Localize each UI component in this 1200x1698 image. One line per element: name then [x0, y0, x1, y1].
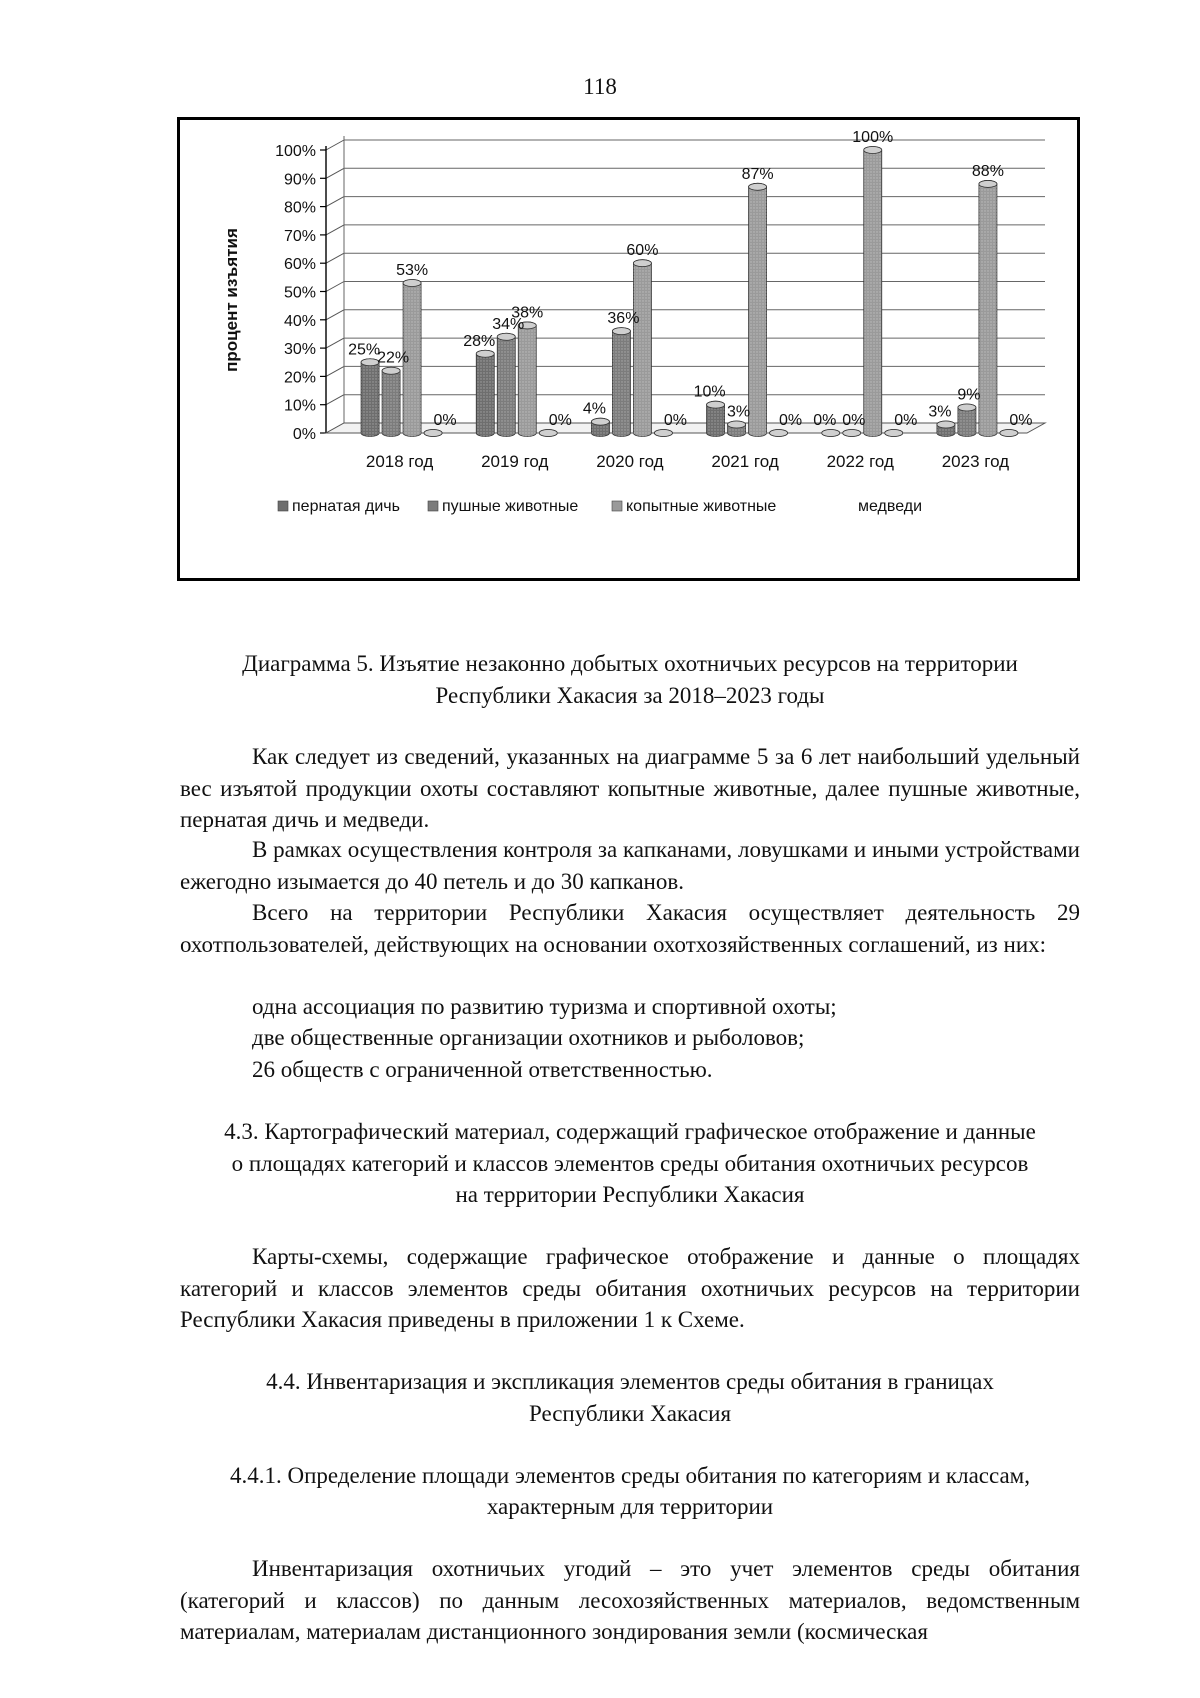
paragraph-1: Как следует из сведений, указанных на диаграмме 5 за 6 лет наибольший удельный вес изъятой продукции охоты составляют копытные животные, далее пушные животные, пернатая дичь и медведи. — [180, 744, 1080, 832]
bar-top — [770, 430, 788, 437]
section-4-3-heading-line-2: о площадях категорий и классов элементов среды обитания охотничьих ресурсов — [231, 1151, 1029, 1176]
bar-texture — [749, 183, 767, 436]
y-tick-label: 30% — [283, 341, 316, 359]
paragraph-4: Карты-схемы, содержащие графическое отображение и данные о площадях категорий и классов элементов среды обитания охотничьих ресурсов на территории Республики Хакасия приведены в приложении 1 к Схеме. — [180, 1244, 1080, 1332]
bar-texture — [497, 333, 515, 436]
gridline — [326, 395, 344, 405]
data-label: 3% — [727, 403, 751, 421]
y-tick-label: 60% — [283, 256, 316, 274]
bar-top — [633, 260, 651, 267]
bar-texture — [382, 367, 400, 436]
data-label: 25% — [348, 341, 381, 359]
legend-entry: пушные животные — [442, 498, 579, 515]
gridline — [326, 366, 344, 376]
gridline — [326, 310, 344, 320]
bar-top — [822, 430, 840, 437]
data-label: 53% — [396, 262, 429, 280]
data-label: 28% — [463, 332, 496, 350]
gridline — [326, 282, 344, 292]
list-item: 26 обществ с ограниченной ответственностью. — [252, 1057, 713, 1082]
bar-top — [382, 367, 400, 374]
chart-caption-line-2: Республики Хакасия за 2018–2023 годы — [435, 683, 825, 708]
bar-top — [1000, 430, 1018, 437]
paragraph-2: В рамках осуществления контроля за капканами, ловушками и иными устройствами ежегодно изымается до 40 петель и до 30 капканов. — [180, 837, 1080, 894]
bar-texture — [864, 147, 882, 437]
bar-top — [591, 418, 609, 425]
bar-top — [885, 430, 903, 437]
bar-top — [958, 404, 976, 411]
bar-top — [979, 180, 997, 187]
x-tick-label: 2022 год — [826, 452, 894, 471]
chart-frame — [177, 117, 1080, 581]
y-tick-label: 90% — [283, 171, 316, 189]
data-label: 22% — [377, 349, 410, 367]
data-label: 0% — [1009, 412, 1033, 429]
section-4-4-heading-line-2: Республики Хакасия — [528, 1401, 732, 1426]
data-label: 0% — [663, 412, 687, 429]
y-tick-label: 100% — [275, 143, 316, 160]
data-label: 87% — [741, 165, 774, 183]
bar-top — [424, 430, 442, 437]
legend-swatch — [428, 501, 438, 511]
data-label: 38% — [511, 304, 544, 322]
data-label: 88% — [971, 162, 1004, 180]
data-label: 0% — [433, 412, 457, 429]
legend-entry: медведи — [858, 498, 923, 515]
bar-top — [843, 430, 861, 437]
data-label: 3% — [928, 403, 952, 421]
y-tick-label: 70% — [283, 227, 316, 245]
data-label: 0% — [779, 412, 803, 429]
data-label: 34% — [492, 315, 525, 333]
data-label: 100% — [852, 129, 894, 146]
y-tick-label: 0% — [292, 426, 316, 443]
x-tick-label: 2021 год — [711, 452, 779, 471]
data-label: 0% — [813, 412, 837, 429]
data-label: 36% — [607, 310, 640, 328]
bar-texture — [476, 350, 494, 436]
data-label: 60% — [626, 242, 659, 260]
bar-texture — [518, 322, 536, 437]
section-4-4-1-heading-line-1: 4.4.1. Определение площади элементов среды обитания по категориям и классам, — [230, 1463, 1030, 1488]
list-item: две общественные организации охотников и рыболовов; — [252, 1025, 805, 1050]
data-label: 9% — [957, 386, 981, 404]
gridline — [326, 197, 344, 207]
y-tick-label: 20% — [283, 369, 316, 387]
bar-top — [497, 333, 515, 340]
data-label: 0% — [842, 412, 866, 429]
list-item: одна ассоциация по развитию туризма и спортивной охоты; — [252, 994, 837, 1019]
bar-texture — [979, 180, 997, 436]
x-tick-label: 2020 год — [596, 452, 664, 471]
bar-texture — [633, 260, 651, 437]
bar-top — [476, 350, 494, 357]
gridline — [326, 253, 344, 263]
y-tick-label: 40% — [283, 312, 316, 330]
bar-top — [654, 430, 672, 437]
paragraph-3: Всего на территории Республики Хакасия осуществляет деятельность 29 охотпользователей, действующих на основании охотхозяйственных соглашений, из них: — [180, 900, 1080, 957]
bar-chart — [180, 120, 1077, 578]
bar-top — [728, 421, 746, 428]
bar-top — [539, 430, 557, 437]
x-tick-label: 2019 год — [481, 452, 549, 471]
bar-texture — [361, 359, 379, 437]
data-label: 0% — [548, 412, 572, 429]
gridline — [326, 338, 344, 348]
section-4-4-1-heading-line-2: характерным для территории — [486, 1494, 774, 1519]
legend-swatch — [278, 501, 288, 511]
y-tick-label: 50% — [283, 284, 316, 302]
bar-top — [707, 401, 725, 408]
section-4-3-heading-line-3: на территории Республики Хакасия — [455, 1182, 805, 1207]
gridline — [326, 225, 344, 235]
bar-top — [403, 280, 421, 287]
x-tick-label: 2023 год — [941, 452, 1010, 471]
gridline — [326, 140, 344, 150]
chart-caption-line-1: Диаграмма 5. Изъятие незаконно добытых охотничьих ресурсов на территории — [242, 651, 1018, 676]
x-tick-label: 2018 год — [365, 452, 434, 471]
y-tick-label: 80% — [283, 199, 316, 217]
legend-entry: пернатая дичь — [292, 498, 400, 515]
bar-top — [749, 183, 767, 190]
bar-top — [937, 421, 955, 428]
data-label: 0% — [894, 412, 918, 429]
y-axis-label: процент изъятия — [222, 228, 241, 372]
data-label: 10% — [693, 383, 726, 401]
legend-swatch — [612, 501, 622, 511]
bar-texture — [612, 328, 630, 437]
gridline — [326, 168, 344, 178]
section-4-3-heading-line-1: 4.3. Картографический материал, содержащий графическое отображение и данные — [224, 1119, 1036, 1144]
bar-top — [612, 328, 630, 335]
section-4-4-heading-line-1: 4.4. Инвентаризация и экспликация элементов среды обитания в границах — [266, 1369, 994, 1394]
page-number: 118 — [583, 74, 617, 99]
paragraph-5: Инвентаризация охотничьих угодий – это учет элементов среды обитания (категорий и классов) по данным лесохозяйственных материалов, ведомственным материалам, материалам дистанционного зондирования земли (космическая — [180, 1556, 1080, 1644]
bar-top — [864, 147, 882, 154]
data-label: 4% — [582, 400, 606, 418]
y-tick-label: 10% — [283, 397, 316, 415]
legend-entry: копытные животные — [626, 498, 777, 515]
